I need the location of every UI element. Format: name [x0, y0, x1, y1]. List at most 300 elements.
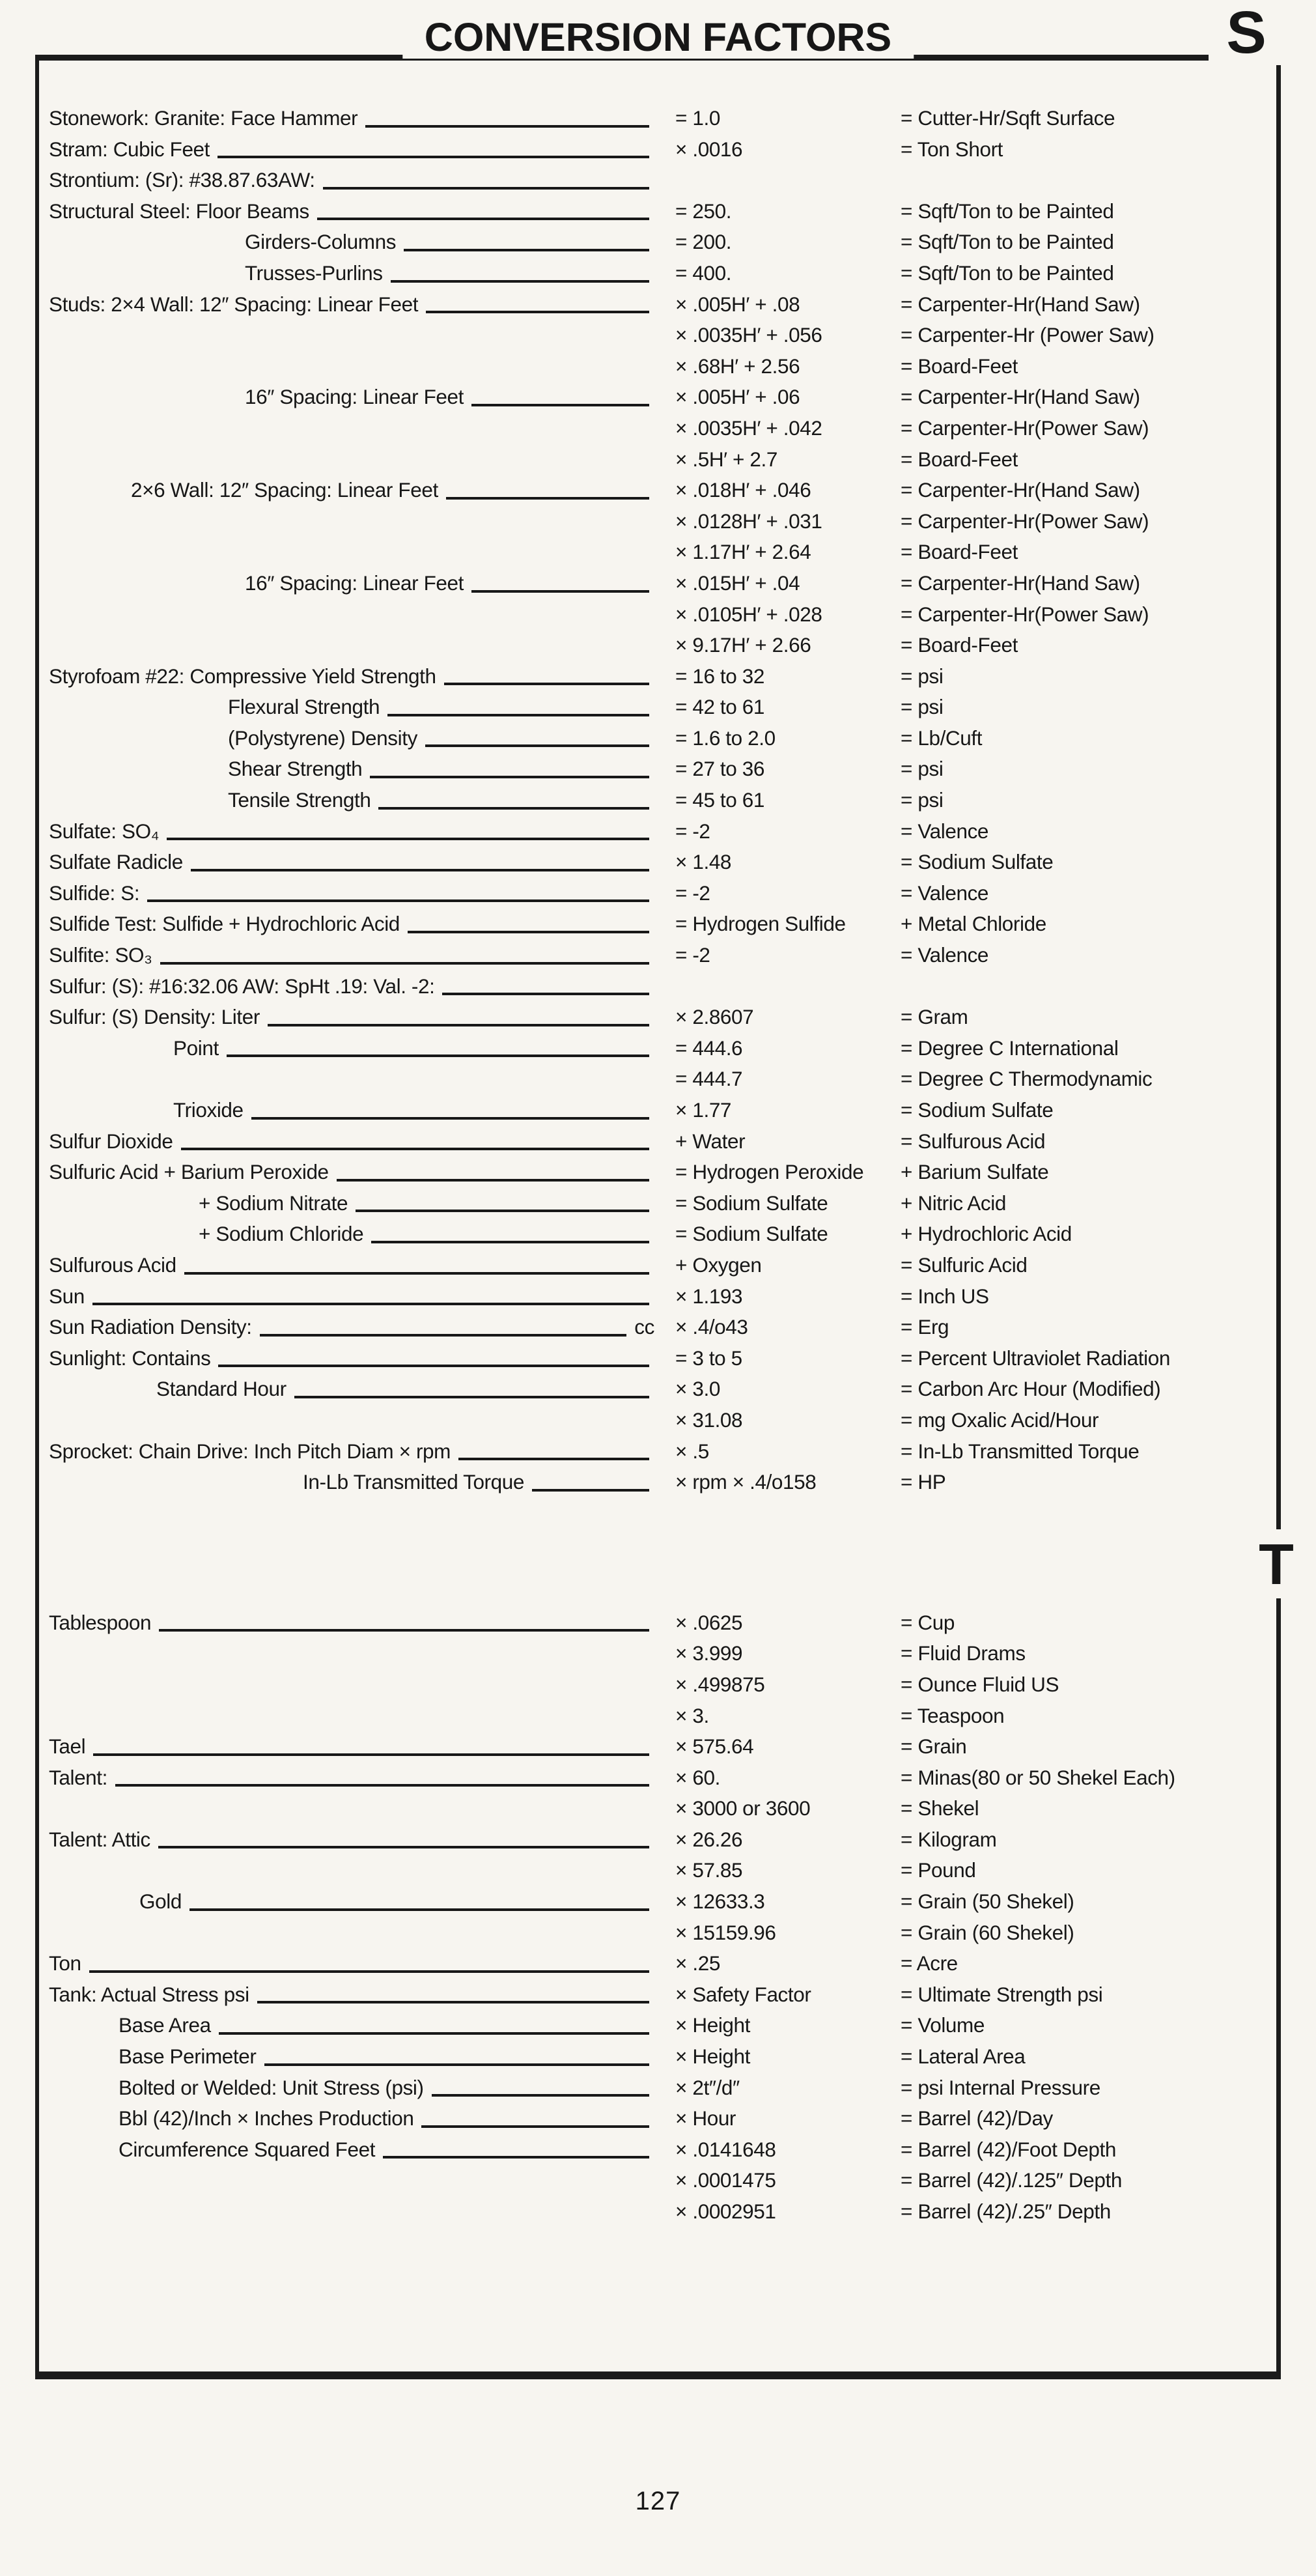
row-result: = Cutter-Hr/Sqft Surface — [901, 106, 1115, 130]
table-row — [39, 1731, 1275, 1762]
row-result: = Minas(80 or 50 Shekel Each) — [901, 1765, 1175, 1789]
row-factor: × .015H′ + .04 — [675, 571, 800, 595]
row-label: Tablespoon — [49, 1610, 152, 1634]
row-label: Structural Steel: Floor Beams — [49, 199, 309, 223]
row-result: = Carpenter-Hr(Power Saw) — [901, 602, 1149, 626]
table-row — [39, 816, 1275, 847]
row-left — [49, 630, 657, 661]
leader-line — [89, 1970, 649, 1973]
row-factor: × .25 — [675, 1951, 720, 1975]
row-left — [49, 1312, 657, 1343]
row-left — [49, 1886, 657, 1918]
row-result: = Lateral Area — [901, 2045, 1026, 2069]
row-left — [49, 1002, 657, 1033]
row-result: = Sodium Sulfate — [901, 1098, 1054, 1122]
row-left — [49, 1607, 657, 1639]
row-left — [49, 1701, 657, 1732]
table-row — [39, 1824, 1275, 1856]
row-left — [49, 1343, 657, 1374]
row-factor: × 1.77 — [675, 1098, 732, 1122]
row-factor — [675, 165, 895, 196]
row-label: Gold — [139, 1890, 182, 1914]
row-factor: × .005H′ + .08 — [675, 292, 800, 316]
row-factor: × .499875 — [675, 1672, 765, 1696]
row-factor: = -2 — [675, 881, 710, 905]
row-result: = Carpenter-Hr (Power Saw) — [901, 323, 1155, 347]
row-label: Trioxide — [173, 1098, 244, 1122]
row-result: = Sqft/Ton to be Painted — [901, 199, 1114, 223]
leader-line — [356, 1210, 649, 1212]
row-left — [49, 320, 657, 351]
table-row — [39, 1064, 1275, 1095]
row-left — [49, 1824, 657, 1856]
row-result: = Lb/Cuft — [901, 726, 983, 750]
row-factor: = 16 to 32 — [675, 664, 764, 688]
table-row — [39, 2010, 1275, 2041]
row-label: Flexural Strength — [228, 695, 380, 719]
row-label: Standard Hour — [156, 1377, 287, 1401]
table-row — [39, 382, 1275, 413]
row-factor: = 42 to 61 — [675, 695, 764, 719]
row-result: = Volume — [901, 2013, 985, 2037]
row-result: = Ultimate Strength psi — [901, 1982, 1103, 2006]
row-left — [49, 537, 657, 568]
table-row — [39, 723, 1275, 754]
row-label: Studs: 2×4 Wall: 12″ Spacing: Linear Feet — [49, 292, 419, 316]
table-row — [39, 1793, 1275, 1824]
row-left — [49, 971, 657, 1002]
leader-line — [294, 1396, 649, 1398]
leader-line — [421, 2125, 649, 2128]
row-factor: × 57.85 — [675, 1858, 743, 1882]
leader-line — [444, 683, 649, 685]
row-label: 16″ Spacing: Linear Feet — [245, 385, 464, 409]
row-factor: × Hour — [675, 2106, 736, 2130]
row-left — [49, 1948, 657, 1979]
table-row — [39, 2196, 1275, 2228]
row-label: + Sodium Nitrate — [199, 1191, 348, 1215]
table-row — [39, 1219, 1275, 1250]
row-result: = Board-Feet — [901, 447, 1018, 471]
table-row — [39, 506, 1275, 537]
row-factor: = Sodium Sulfate — [675, 1191, 828, 1215]
row-result: = Erg — [901, 1315, 949, 1339]
row-factor: + Water — [675, 1129, 746, 1153]
row-result: = Gram — [901, 1005, 968, 1029]
table-row — [39, 2103, 1275, 2134]
leader-line — [408, 931, 649, 933]
row-factor: × Height — [675, 2045, 751, 2069]
leader-line — [442, 993, 649, 995]
row-left — [49, 1219, 657, 1250]
table-row — [39, 568, 1275, 599]
row-left — [49, 1374, 657, 1405]
row-left — [49, 1064, 657, 1095]
leader-line — [371, 1241, 649, 1243]
row-factor: × 9.17H′ + 2.66 — [675, 633, 811, 657]
row-left — [49, 2073, 657, 2104]
row-label: Strontium: (Sr): #38.87.63AW: — [49, 168, 315, 192]
row-result: = Board-Feet — [901, 633, 1018, 657]
row-label: Bbl (42)/Inch × Inches Production — [119, 2106, 414, 2130]
leader-line — [160, 962, 649, 965]
row-result: = psi — [901, 695, 944, 719]
row-left — [49, 351, 657, 382]
row-label: + Sodium Chloride — [199, 1222, 364, 1246]
leader-line — [426, 311, 649, 313]
row-label: In-Lb Transmitted Torque — [303, 1470, 525, 1494]
table-row — [39, 661, 1275, 692]
row-factor: × .0105H′ + .028 — [675, 602, 822, 626]
leader-line — [387, 714, 649, 716]
row-result: = Percent Ultraviolet Radiation — [901, 1346, 1170, 1370]
row-label: Sprocket: Chain Drive: Inch Pitch Diam × rpm — [49, 1439, 451, 1463]
table-row — [39, 320, 1275, 351]
leader-line — [317, 218, 649, 220]
table-row — [39, 1886, 1275, 1918]
leader-line — [260, 1334, 627, 1337]
row-left — [49, 227, 657, 258]
table-row — [39, 1701, 1275, 1732]
leader-line — [378, 807, 649, 810]
leader-line — [471, 404, 649, 406]
table-row — [39, 2165, 1275, 2196]
leader-line — [251, 1117, 649, 1120]
row-result: = Valence — [901, 819, 989, 843]
row-result: = Fluid Drams — [901, 1641, 1026, 1665]
table-row — [39, 785, 1275, 816]
row-left — [49, 382, 657, 413]
row-label: Sulfurous Acid — [49, 1253, 176, 1277]
row-left — [49, 2196, 657, 2228]
table-row — [39, 1436, 1275, 1467]
leader-line — [268, 1024, 649, 1026]
row-result: + Nitric Acid — [901, 1191, 1006, 1215]
row-result: = Board-Feet — [901, 540, 1018, 564]
row-factor: × 60. — [675, 1765, 720, 1789]
table-row — [39, 1343, 1275, 1374]
row-left — [49, 1638, 657, 1669]
row-label: Sulfide: S: — [49, 881, 140, 905]
row-result: = Teaspoon — [901, 1703, 1005, 1727]
row-label: Base Perimeter — [119, 2045, 257, 2069]
row-left — [49, 2134, 657, 2166]
row-suffix: cc — [634, 1315, 654, 1339]
table-row — [39, 103, 1275, 134]
table-row — [39, 537, 1275, 568]
table-row — [39, 1855, 1275, 1886]
row-left — [49, 444, 657, 475]
row-label: Base Area — [119, 2013, 211, 2037]
table-row — [39, 1157, 1275, 1188]
row-left — [49, 599, 657, 630]
table-row — [39, 878, 1275, 909]
table-row — [39, 165, 1275, 196]
row-left — [49, 568, 657, 599]
leader-line — [432, 2094, 649, 2097]
row-result: = Acre — [901, 1951, 958, 1975]
row-label: Girders-Columns — [245, 230, 397, 254]
row-left — [49, 1762, 657, 1794]
row-left — [49, 1033, 657, 1064]
table-row — [39, 289, 1275, 320]
row-left — [49, 2103, 657, 2134]
row-label: Trusses-Purlins — [245, 261, 383, 285]
row-left — [49, 2165, 657, 2196]
row-label: Styrofoam #22: Compressive Yield Strength — [49, 664, 436, 688]
table-row — [39, 196, 1275, 227]
leader-line — [189, 1908, 649, 1911]
row-result: = psi — [901, 664, 944, 688]
row-label: Sulfur: (S) Density: Liter — [49, 1005, 260, 1029]
row-label: Ton — [49, 1951, 81, 1975]
leader-line — [191, 869, 649, 871]
table-row — [39, 475, 1275, 506]
row-factor: = 1.0 — [675, 106, 720, 130]
row-label: Point — [173, 1036, 219, 1060]
row-result: = Carpenter-Hr(Power Saw) — [901, 509, 1149, 533]
row-factor: = 27 to 36 — [675, 757, 764, 781]
row-factor: × 3. — [675, 1703, 709, 1727]
row-label: Sulfur: (S): #16:32.06 AW: SpHt .19: Val. -2: — [49, 974, 435, 998]
row-factor: × 2t″/d″ — [675, 2075, 740, 2099]
table-row — [39, 2073, 1275, 2104]
row-left — [49, 1095, 657, 1126]
table-row — [39, 1281, 1275, 1312]
row-result: = Grain (50 Shekel) — [901, 1890, 1074, 1914]
leader-line — [147, 899, 649, 902]
row-left — [49, 1855, 657, 1886]
table-row — [39, 1467, 1275, 1498]
row-result: + Metal Chloride — [901, 912, 1046, 936]
table-row — [39, 847, 1275, 878]
row-left — [49, 165, 657, 196]
row-result: = Shekel — [901, 1796, 979, 1820]
leader-line — [257, 2001, 649, 2003]
row-label: 16″ Spacing: Linear Feet — [245, 571, 464, 595]
table-row — [39, 692, 1275, 723]
row-result: = Sqft/Ton to be Painted — [901, 230, 1114, 254]
conversion-table — [39, 103, 1275, 2228]
table-row — [39, 1095, 1275, 1126]
row-label: 2×6 Wall: 12″ Spacing: Linear Feet — [131, 478, 438, 502]
row-left — [49, 1436, 657, 1467]
row-left — [49, 1979, 657, 2011]
row-factor: × 575.64 — [675, 1734, 754, 1759]
page-title: CONVERSION FACTORS — [402, 16, 914, 59]
row-left — [49, 1405, 657, 1436]
leader-line — [92, 1303, 649, 1305]
table-row — [39, 1607, 1275, 1639]
row-result: = Sulfurous Acid — [901, 1129, 1046, 1153]
leader-line — [471, 590, 649, 593]
row-label: Bolted or Welded: Unit Stress (psi) — [119, 2075, 424, 2099]
section-gap — [39, 1498, 1275, 1607]
row-factor: × .018H′ + .046 — [675, 478, 811, 502]
row-result: = Sodium Sulfate — [901, 850, 1054, 874]
table-row — [39, 1126, 1275, 1157]
table-row — [39, 1948, 1275, 1979]
row-result: = Valence — [901, 881, 989, 905]
row-result: + Hydrochloric Acid — [901, 1222, 1072, 1246]
table-row — [39, 444, 1275, 475]
row-factor: × .0625 — [675, 1610, 743, 1634]
row-left — [49, 1918, 657, 1949]
leader-line — [219, 2032, 649, 2035]
row-result: = Degree C Thermodynamic — [901, 1067, 1153, 1091]
row-factor: × .68H′ + 2.56 — [675, 354, 800, 378]
leader-line — [337, 1179, 649, 1182]
table-row — [39, 1762, 1275, 1794]
row-factor — [675, 971, 895, 1002]
row-result: = Board-Feet — [901, 354, 1018, 378]
row-factor: = 45 to 61 — [675, 788, 764, 812]
row-result: = Cup — [901, 1610, 955, 1634]
leader-line — [425, 744, 649, 747]
row-result: = HP — [901, 1470, 946, 1494]
row-factor: × .5 — [675, 1439, 709, 1463]
row-result: = Carpenter-Hr(Hand Saw) — [901, 385, 1140, 409]
section-letter-s: S — [1209, 1, 1284, 65]
row-factor: × 3.0 — [675, 1377, 720, 1401]
table-row — [39, 1002, 1275, 1033]
leader-line — [323, 187, 649, 190]
leader-line — [532, 1489, 649, 1492]
row-factor: × .0141648 — [675, 2137, 776, 2161]
row-left — [49, 258, 657, 289]
row-factor: × 15159.96 — [675, 1920, 776, 1944]
table-row — [39, 1979, 1275, 2011]
row-factor: × .0035H′ + .056 — [675, 323, 822, 347]
leader-line — [217, 156, 649, 158]
table-row — [39, 1033, 1275, 1064]
row-left — [49, 475, 657, 506]
row-result: = Ton Short — [901, 137, 1003, 161]
row-label: Circumference Squared Feet — [119, 2137, 376, 2161]
row-result: = Carpenter-Hr(Power Saw) — [901, 416, 1149, 440]
row-factor: × .0002951 — [675, 2200, 776, 2223]
table-row — [39, 227, 1275, 258]
row-result: = Valence — [901, 943, 989, 967]
row-left — [49, 196, 657, 227]
row-factor: × Height — [675, 2013, 751, 2037]
table-row — [39, 909, 1275, 940]
row-result: = psi — [901, 757, 944, 781]
row-label: Sunlight: Contains — [49, 1346, 211, 1370]
row-left — [49, 289, 657, 320]
table-row — [39, 1188, 1275, 1219]
row-left — [49, 1793, 657, 1824]
table-row — [39, 754, 1275, 785]
table-row — [39, 351, 1275, 382]
row-left — [49, 847, 657, 878]
row-result: = Barrel (42)/Foot Depth — [901, 2137, 1116, 2161]
row-left — [49, 754, 657, 785]
row-result: = In-Lb Transmitted Torque — [901, 1439, 1140, 1463]
row-result: = Barrel (42)/Day — [901, 2106, 1053, 2130]
row-label: Tank: Actual Stress psi — [49, 1982, 249, 2006]
leader-line — [404, 249, 649, 251]
row-result: = psi Internal Pressure — [901, 2075, 1100, 2099]
row-result: = Kilogram — [901, 1827, 997, 1851]
row-factor: = -2 — [675, 943, 710, 967]
leader-line — [391, 280, 649, 283]
table-row — [39, 2041, 1275, 2073]
row-factor: × 31.08 — [675, 1408, 743, 1432]
row-left — [49, 785, 657, 816]
table-row — [39, 1250, 1275, 1281]
row-label: Sulfuric Acid + Barium Peroxide — [49, 1160, 329, 1184]
row-factor: × 1.193 — [675, 1284, 743, 1308]
row-left — [49, 2010, 657, 2041]
row-factor: = Sodium Sulfate — [675, 1222, 828, 1246]
leader-line — [181, 1148, 650, 1150]
row-factor: = 444.7 — [675, 1067, 743, 1091]
row-label: Tensile Strength — [228, 788, 371, 812]
row-result: = Degree C International — [901, 1036, 1119, 1060]
row-left — [49, 506, 657, 537]
leader-line — [264, 2063, 650, 2066]
leader-line — [446, 497, 649, 500]
leader-line — [158, 1846, 649, 1848]
leader-line — [370, 776, 649, 778]
row-result: = Carpenter-Hr(Hand Saw) — [901, 571, 1140, 595]
row-left — [49, 413, 657, 444]
row-result: = Grain (60 Shekel) — [901, 1920, 1074, 1944]
row-left — [49, 1467, 657, 1498]
row-left — [49, 878, 657, 909]
row-left — [49, 816, 657, 847]
table-row — [39, 1918, 1275, 1949]
row-label: (Polystyrene) Density — [228, 726, 417, 750]
leader-line — [218, 1365, 649, 1367]
leader-line — [458, 1458, 649, 1460]
leader-line — [227, 1054, 649, 1057]
row-factor: × .5H′ + 2.7 — [675, 447, 777, 471]
row-label: Sulfate Radicle — [49, 850, 183, 874]
row-left — [49, 723, 657, 754]
row-factor: = -2 — [675, 819, 710, 843]
leader-line — [184, 1272, 649, 1275]
row-factor: × .4/o43 — [675, 1315, 748, 1339]
row-label: Stram: Cubic Feet — [49, 137, 210, 161]
row-factor: × Safety Factor — [675, 1982, 811, 2006]
table-row — [39, 971, 1275, 1002]
table-row — [39, 1312, 1275, 1343]
row-result: = Carbon Arc Hour (Modified) — [901, 1377, 1161, 1401]
row-result: = mg Oxalic Acid/Hour — [901, 1408, 1099, 1432]
row-factor: = 3 to 5 — [675, 1346, 742, 1370]
row-factor: = Hydrogen Sulfide — [675, 912, 846, 936]
row-label: Talent: Attic — [49, 1827, 150, 1851]
table-row — [39, 630, 1275, 661]
row-result: = Ounce Fluid US — [901, 1672, 1059, 1696]
table-row — [39, 1669, 1275, 1701]
row-label: Stonework: Granite: Face Hammer — [49, 106, 358, 130]
row-result: = Sqft/Ton to be Painted — [901, 261, 1114, 285]
row-result: = Carpenter-Hr(Hand Saw) — [901, 478, 1140, 502]
row-result: = Barrel (42)/.125″ Depth — [901, 2168, 1122, 2192]
row-left — [49, 1157, 657, 1188]
row-factor: × .0001475 — [675, 2168, 776, 2192]
page-number: 127 — [635, 2487, 681, 2515]
row-left — [49, 661, 657, 692]
row-factor: × .0016 — [675, 137, 743, 161]
row-result: = Carpenter-Hr(Hand Saw) — [901, 292, 1140, 316]
row-left — [49, 2041, 657, 2073]
row-label: Sulfur Dioxide — [49, 1129, 173, 1153]
table-row — [39, 599, 1275, 630]
